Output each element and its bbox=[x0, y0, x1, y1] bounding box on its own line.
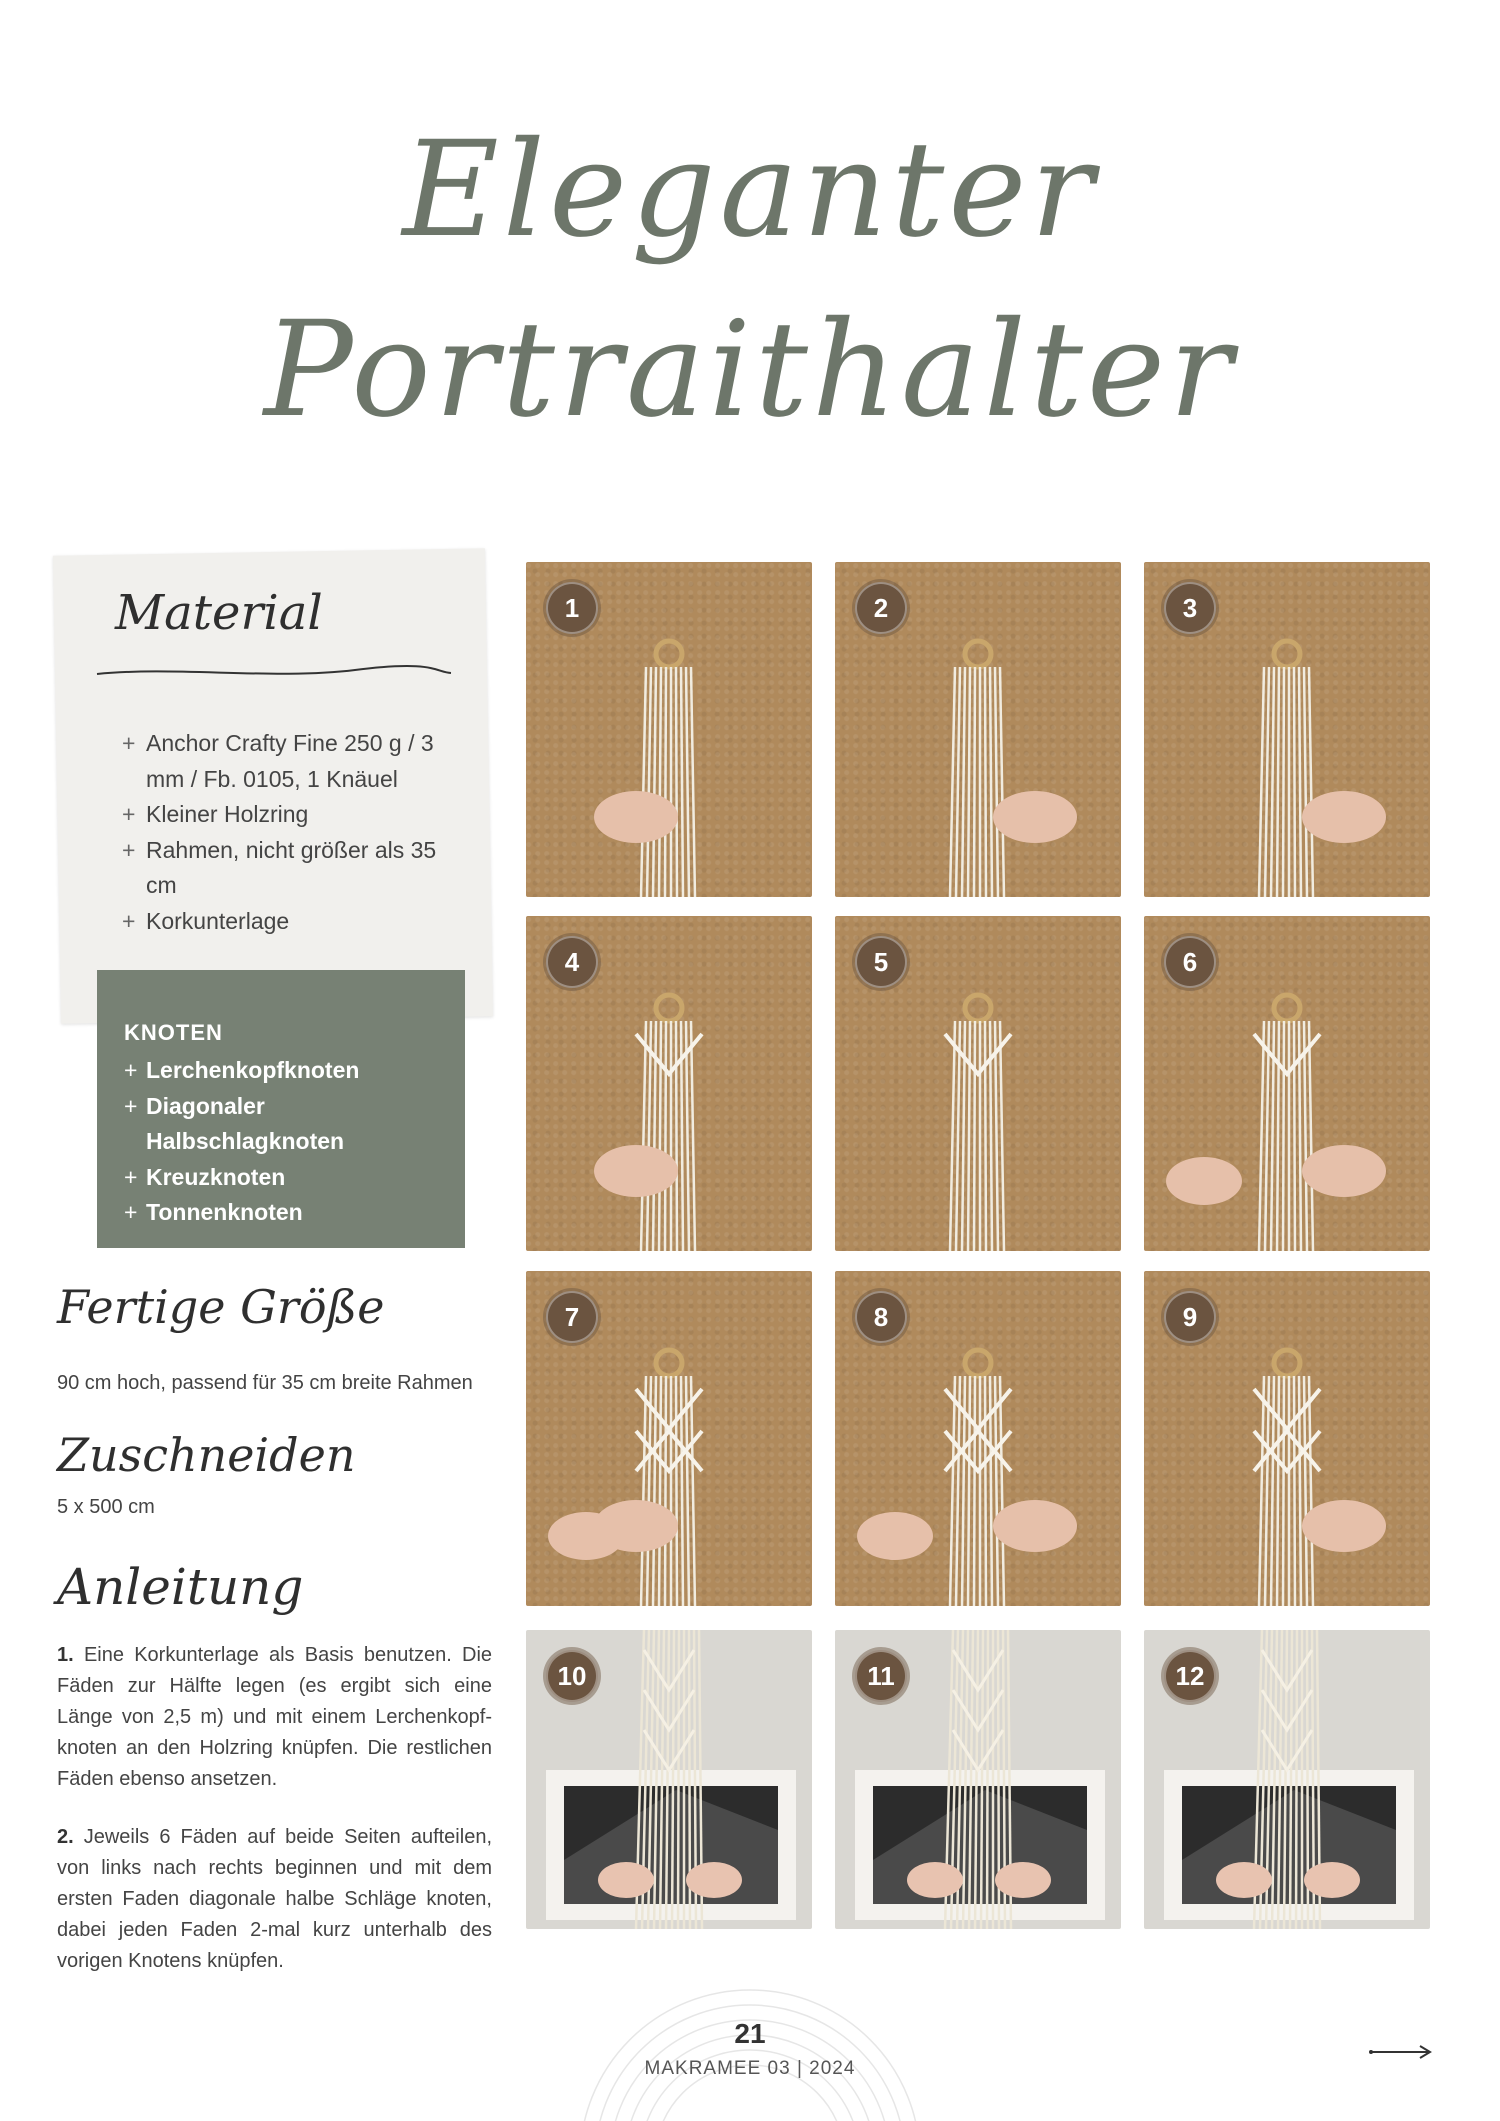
knoten-item: + Tonnenknoten bbox=[124, 1195, 466, 1231]
knoten-heading: KNOTEN bbox=[124, 1020, 223, 1045]
step-number-badge: 10 bbox=[546, 1650, 598, 1702]
step-text: Jeweils 6 Fäden auf beide Seiten aufteilen, von links nach rechts beginnen und mit dem ersten Faden diagonale halbe Schläge knoten, dabei jeden Faden 2-mal kurz unterhalb des vorigen Knotens knüpfen. bbox=[57, 1826, 492, 1972]
step-photo-11 bbox=[835, 1630, 1121, 1929]
step-number: 2. bbox=[57, 1826, 74, 1848]
step-text: Eine Korkunterlage als Basis benutzen. Die Fäden zur Hälfte legen (es ergibt sich eine Länge von 2,5 m) und mit einem Lerchenkopf-knoten an den Holzring knüpfen. Die restlichen Fäden ebenso ansetzen. bbox=[57, 1644, 493, 1790]
magazine-issue: MAKRAMEE 03 | 2024 bbox=[644, 2058, 856, 2079]
material-list bbox=[122, 726, 466, 939]
step-number-badge: 12 bbox=[1164, 1650, 1216, 1702]
footer-rings-decoration bbox=[570, 1980, 930, 2121]
step-number-badge: 4 bbox=[546, 936, 598, 988]
step-photo-8 bbox=[835, 1271, 1121, 1606]
anleitung-heading: Anleitung bbox=[57, 1558, 304, 1616]
step-photo-10 bbox=[526, 1630, 812, 1929]
step-photo-grid bbox=[526, 562, 1430, 1929]
step-number-badge: 7 bbox=[546, 1291, 598, 1343]
step-number-badge: 9 bbox=[1164, 1291, 1216, 1343]
step-number-badge: 2 bbox=[855, 582, 907, 634]
material-item: + Rahmen, nicht größer als 35 cm bbox=[122, 833, 466, 904]
step-photo-5 bbox=[835, 916, 1121, 1251]
step-photo-3 bbox=[1144, 562, 1430, 897]
instruction-step bbox=[57, 1822, 492, 1977]
instruction-step bbox=[57, 1640, 492, 1795]
step-photo-7 bbox=[526, 1271, 812, 1606]
material-heading: Material bbox=[115, 585, 323, 641]
material-item: + Anchor Crafty Fine 250 g / 3 mm / Fb. 0105, 1 Knäuel bbox=[122, 726, 466, 797]
step-photo-1 bbox=[526, 562, 812, 897]
step-photo-4 bbox=[526, 916, 812, 1251]
fertige-groesse-heading: Fertige Größe bbox=[57, 1280, 385, 1334]
knoten-item: + Diagonaler Halbschlagknoten bbox=[124, 1089, 466, 1160]
step-number-badge: 6 bbox=[1164, 936, 1216, 988]
zuschneiden-heading: Zuschneiden bbox=[57, 1428, 356, 1482]
step-number: 1. bbox=[57, 1644, 74, 1666]
zuschneiden-text: 5 x 500 cm bbox=[57, 1496, 155, 1518]
step-number-badge: 5 bbox=[855, 936, 907, 988]
knoten-item: + Lerchenkopfknoten bbox=[124, 1053, 466, 1089]
material-item: + Kleiner Holzring bbox=[122, 797, 466, 833]
step-number-badge: 3 bbox=[1164, 582, 1216, 634]
fertige-groesse-text: 90 cm hoch, passend für 35 cm breite Rahmen bbox=[57, 1372, 473, 1394]
step-number-badge: 11 bbox=[855, 1650, 907, 1702]
step-photo-9 bbox=[1144, 1271, 1430, 1606]
page-title-line-2: Portraithalter bbox=[263, 293, 1237, 447]
knoten-list bbox=[124, 1053, 466, 1231]
material-item: + Korkunterlage bbox=[122, 904, 466, 940]
page-title-line-1: Eleganter bbox=[402, 113, 1098, 267]
step-photo-6 bbox=[1144, 916, 1430, 1251]
arrow-right-icon[interactable] bbox=[1368, 2042, 1434, 2062]
knoten-box bbox=[97, 970, 465, 1248]
step-photo-12 bbox=[1144, 1630, 1430, 1929]
page-number: 21 bbox=[734, 2018, 766, 2049]
knoten-item: + Kreuzknoten bbox=[124, 1160, 466, 1196]
heading-underline-icon bbox=[95, 662, 455, 682]
step-photo-2 bbox=[835, 562, 1121, 897]
step-number-badge: 8 bbox=[855, 1291, 907, 1343]
step-number-badge: 1 bbox=[546, 582, 598, 634]
